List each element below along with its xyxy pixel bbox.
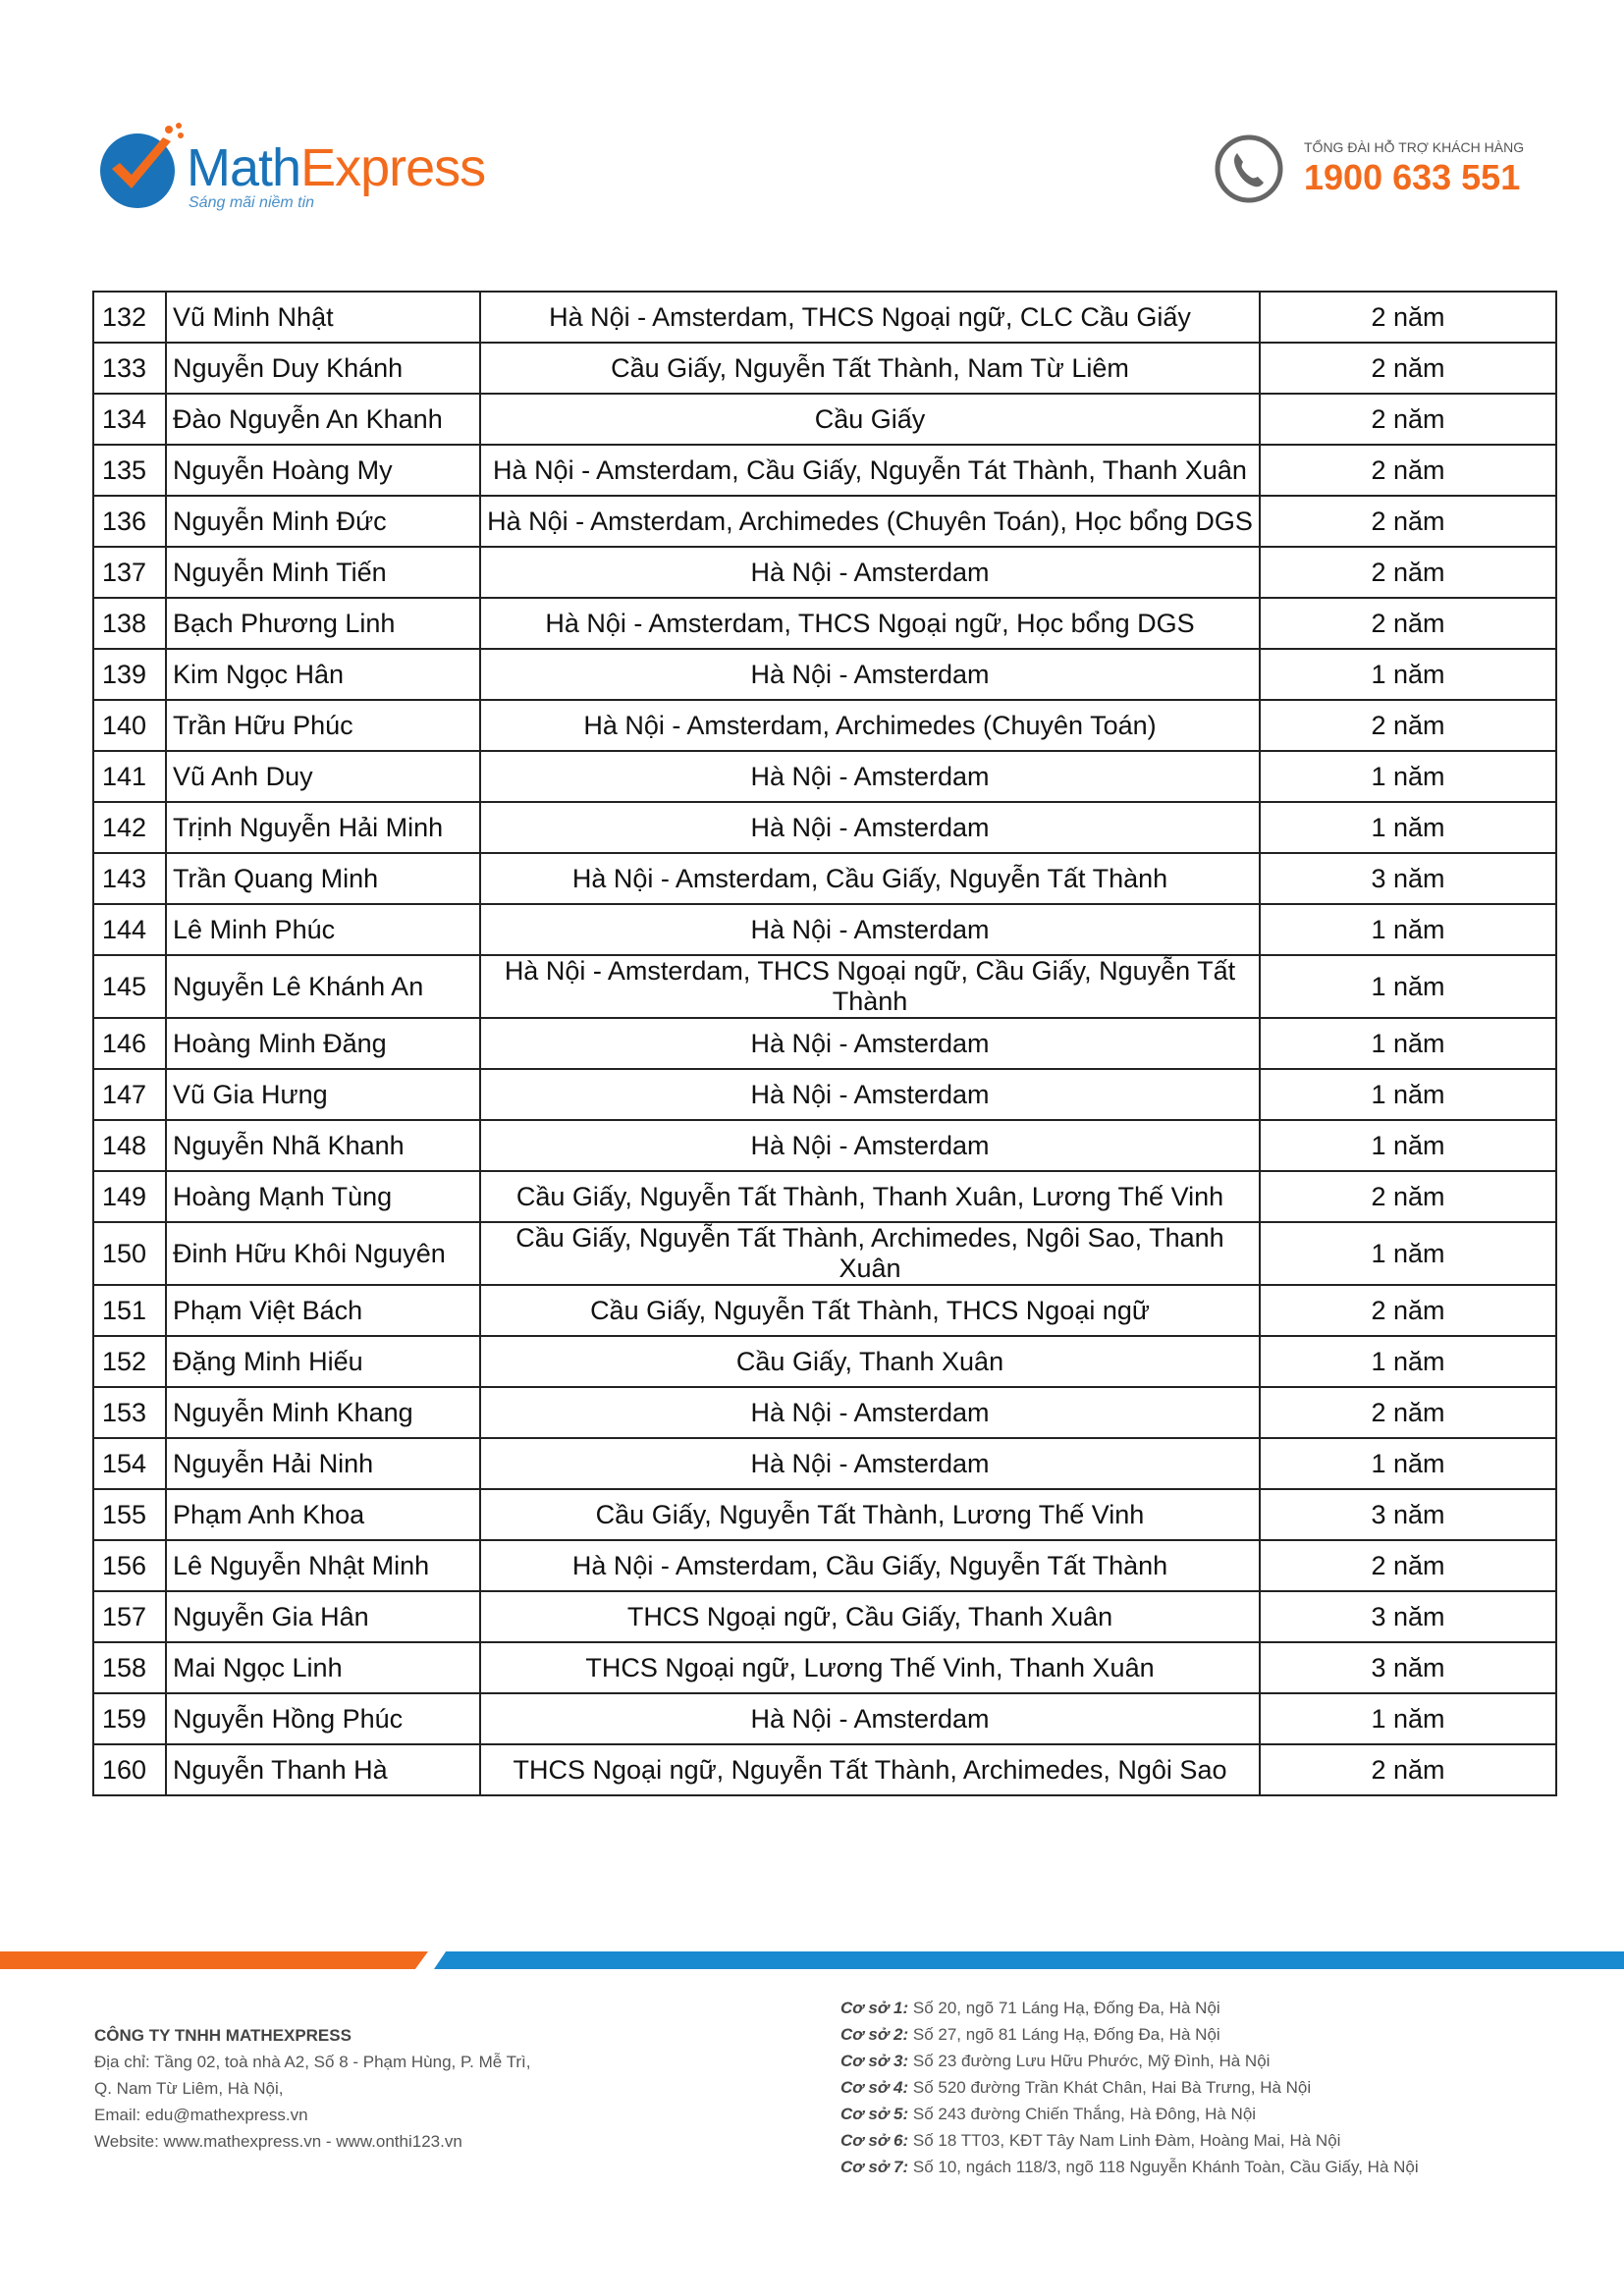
student-name: Nguyễn Hải Ninh — [166, 1438, 480, 1489]
school-list: Hà Nội - Amsterdam — [480, 1069, 1260, 1120]
branch-item — [840, 2154, 1616, 2180]
student-name: Trần Quang Minh — [166, 853, 480, 904]
row-number: 150 — [93, 1222, 166, 1285]
table-row — [93, 598, 1556, 649]
branch-item — [840, 2048, 1616, 2074]
logo-checkmark-icon — [94, 120, 189, 214]
table-row — [93, 292, 1556, 343]
table-row — [93, 751, 1556, 802]
table-row — [93, 394, 1556, 445]
row-number: 140 — [93, 700, 166, 751]
row-number: 134 — [93, 394, 166, 445]
student-name: Trần Hữu Phúc — [166, 700, 480, 751]
school-list: Cầu Giấy, Nguyễn Tất Thành, THCS Ngoại ngữ — [480, 1285, 1260, 1336]
row-number: 143 — [93, 853, 166, 904]
study-duration: 2 năm — [1260, 1285, 1556, 1336]
row-number: 146 — [93, 1018, 166, 1069]
student-name: Phạm Anh Khoa — [166, 1489, 480, 1540]
school-list: Hà Nội - Amsterdam — [480, 1120, 1260, 1171]
table-row — [93, 1336, 1556, 1387]
table-row — [93, 955, 1556, 1018]
table-row — [93, 445, 1556, 496]
study-duration: 3 năm — [1260, 1642, 1556, 1693]
study-duration: 2 năm — [1260, 598, 1556, 649]
branch-address: Số 520 đường Trần Khát Chân, Hai Bà Trưng, Hà Nội — [912, 2078, 1312, 2097]
student-name: Hoàng Minh Đăng — [166, 1018, 480, 1069]
study-duration: 1 năm — [1260, 802, 1556, 853]
study-duration: 1 năm — [1260, 904, 1556, 955]
table-row — [93, 1591, 1556, 1642]
branch-label: Cơ sở 5: — [840, 2105, 909, 2123]
study-duration: 2 năm — [1260, 292, 1556, 343]
table-row — [93, 1171, 1556, 1222]
branch-address: Số 20, ngõ 71 Láng Hạ, Đống Đa, Hà Nội — [912, 1999, 1220, 2017]
row-number: 148 — [93, 1120, 166, 1171]
table-row — [93, 802, 1556, 853]
company-address-line2: Q. Nam Từ Liêm, Hà Nội, — [94, 2079, 284, 2098]
school-list: Cầu Giấy — [480, 394, 1260, 445]
row-number: 144 — [93, 904, 166, 955]
school-list: Hà Nội - Amsterdam, Archimedes (Chuyên Toán), Học bổng DGS — [480, 496, 1260, 547]
student-name: Lê Minh Phúc — [166, 904, 480, 955]
student-name: Nguyễn Minh Đức — [166, 496, 480, 547]
row-number: 157 — [93, 1591, 166, 1642]
table-row — [93, 1222, 1556, 1285]
row-number: 132 — [93, 292, 166, 343]
school-list: Hà Nội - Amsterdam — [480, 1438, 1260, 1489]
row-number: 158 — [93, 1642, 166, 1693]
study-duration: 2 năm — [1260, 343, 1556, 394]
school-list: Hà Nội - Amsterdam, Cầu Giấy, Nguyễn Tất Thành — [480, 853, 1260, 904]
row-number: 135 — [93, 445, 166, 496]
study-duration: 3 năm — [1260, 1591, 1556, 1642]
student-name: Nguyễn Hoàng My — [166, 445, 480, 496]
row-number: 142 — [93, 802, 166, 853]
student-name: Đinh Hữu Khôi Nguyên — [166, 1222, 480, 1285]
school-list: Hà Nội - Amsterdam, THCS Ngoại ngữ, Cầu Giấy, Nguyễn Tất Thành — [480, 955, 1260, 1018]
study-duration: 1 năm — [1260, 1222, 1556, 1285]
table-row — [93, 1540, 1556, 1591]
school-list: Hà Nội - Amsterdam — [480, 547, 1260, 598]
branch-address: Số 243 đường Chiến Thắng, Hà Đông, Hà Nội — [912, 2105, 1257, 2123]
study-duration: 3 năm — [1260, 1489, 1556, 1540]
branch-label: Cơ sở 7: — [840, 2158, 909, 2176]
study-duration: 1 năm — [1260, 1438, 1556, 1489]
footer-blue-stripe — [434, 1951, 1624, 1969]
hotline-label: TỔNG ĐÀI HỖ TRỢ KHÁCH HÀNG — [1304, 139, 1525, 155]
study-duration: 1 năm — [1260, 1120, 1556, 1171]
mathexpress-logo — [94, 108, 507, 216]
table-body — [93, 292, 1556, 1795]
branch-label: Cơ sở 6: — [840, 2131, 909, 2150]
table-row — [93, 1285, 1556, 1336]
school-list: Hà Nội - Amsterdam — [480, 1387, 1260, 1438]
table-row — [93, 547, 1556, 598]
branch-address: Số 27, ngõ 81 Láng Hạ, Đống Đa, Hà Nội — [912, 2025, 1220, 2044]
table-row — [93, 1642, 1556, 1693]
branch-item — [840, 2021, 1616, 2048]
branch-address: Số 23 đường Lưu Hữu Phước, Mỹ Đình, Hà Nội — [912, 2052, 1271, 2070]
school-list: Cầu Giấy, Nguyễn Tất Thành, Lương Thế Vinh — [480, 1489, 1260, 1540]
company-address-line1: Địa chỉ: Tầng 02, toà nhà A2, Số 8 - Phạm Hùng, P. Mễ Trì, — [94, 2053, 531, 2071]
study-duration: 2 năm — [1260, 547, 1556, 598]
student-name: Nguyễn Minh Khang — [166, 1387, 480, 1438]
student-name: Kim Ngọc Hân — [166, 649, 480, 700]
row-number: 156 — [93, 1540, 166, 1591]
row-number: 137 — [93, 547, 166, 598]
branch-item — [840, 2074, 1616, 2101]
branch-label: Cơ sở 2: — [840, 2025, 909, 2044]
hotline-number: 1900 633 551 — [1304, 157, 1521, 197]
study-duration: 1 năm — [1260, 1069, 1556, 1120]
row-number: 155 — [93, 1489, 166, 1540]
row-number: 136 — [93, 496, 166, 547]
school-list: Hà Nội - Amsterdam, Cầu Giấy, Nguyễn Tất Thành — [480, 1540, 1260, 1591]
table-row — [93, 1069, 1556, 1120]
branch-list — [840, 1995, 1616, 2180]
student-name: Đặng Minh Hiếu — [166, 1336, 480, 1387]
company-name: CÔNG TY TNHH MATHEXPRESS — [94, 2026, 352, 2045]
study-duration: 1 năm — [1260, 1693, 1556, 1744]
row-number: 154 — [93, 1438, 166, 1489]
table-row — [93, 1018, 1556, 1069]
branch-item — [840, 2101, 1616, 2127]
logo-wordmark: MathExpress — [187, 138, 486, 197]
table-row — [93, 496, 1556, 547]
school-list: Hà Nội - Amsterdam — [480, 649, 1260, 700]
branch-label: Cơ sở 4: — [840, 2078, 909, 2097]
school-list: Hà Nội - Amsterdam, THCS Ngoại ngữ, Học bổng DGS — [480, 598, 1260, 649]
table-row — [93, 1489, 1556, 1540]
student-name: Nguyễn Lê Khánh An — [166, 955, 480, 1018]
table-row — [93, 1693, 1556, 1744]
student-name: Nguyễn Nhã Khanh — [166, 1120, 480, 1171]
row-number: 145 — [93, 955, 166, 1018]
study-duration: 3 năm — [1260, 853, 1556, 904]
row-number: 147 — [93, 1069, 166, 1120]
student-name: Vũ Anh Duy — [166, 751, 480, 802]
student-name: Phạm Việt Bách — [166, 1285, 480, 1336]
study-duration: 1 năm — [1260, 751, 1556, 802]
footer-orange-stripe — [0, 1951, 428, 1969]
row-number: 153 — [93, 1387, 166, 1438]
student-results-table — [92, 291, 1557, 1796]
school-list: Hà Nội - Amsterdam, THCS Ngoại ngữ, CLC Cầu Giấy — [480, 292, 1260, 343]
logo-tagline: Sáng mãi niềm tin — [189, 194, 315, 211]
study-duration: 2 năm — [1260, 1387, 1556, 1438]
student-name: Đào Nguyễn An Khanh — [166, 394, 480, 445]
table-row — [93, 853, 1556, 904]
row-number: 152 — [93, 1336, 166, 1387]
school-list: THCS Ngoại ngữ, Cầu Giấy, Thanh Xuân — [480, 1591, 1260, 1642]
row-number: 149 — [93, 1171, 166, 1222]
student-name: Nguyễn Minh Tiến — [166, 547, 480, 598]
student-name: Bạch Phương Linh — [166, 598, 480, 649]
study-duration: 1 năm — [1260, 955, 1556, 1018]
row-number: 151 — [93, 1285, 166, 1336]
branch-item — [840, 2127, 1616, 2154]
student-name: Mai Ngọc Linh — [166, 1642, 480, 1693]
table-row — [93, 700, 1556, 751]
row-number: 139 — [93, 649, 166, 700]
school-list: Hà Nội - Amsterdam — [480, 1693, 1260, 1744]
table-row — [93, 343, 1556, 394]
student-name: Trịnh Nguyễn Hải Minh — [166, 802, 480, 853]
table-row — [93, 1387, 1556, 1438]
school-list: Hà Nội - Amsterdam — [480, 904, 1260, 955]
school-list: THCS Ngoại ngữ, Nguyễn Tất Thành, Archimedes, Ngôi Sao — [480, 1744, 1260, 1795]
row-number: 160 — [93, 1744, 166, 1795]
table-row — [93, 1438, 1556, 1489]
school-list: Hà Nội - Amsterdam — [480, 1018, 1260, 1069]
hotline-block — [1214, 128, 1547, 206]
branch-item — [840, 1995, 1616, 2021]
school-list: Cầu Giấy, Nguyễn Tất Thành, Thanh Xuân, Lương Thế Vinh — [480, 1171, 1260, 1222]
study-duration: 2 năm — [1260, 445, 1556, 496]
study-duration: 1 năm — [1260, 1336, 1556, 1387]
table-row — [93, 1120, 1556, 1171]
school-list: Hà Nội - Amsterdam, Archimedes (Chuyên Toán) — [480, 700, 1260, 751]
student-name: Vũ Minh Nhật — [166, 292, 480, 343]
company-email: Email: edu@mathexpress.vn — [94, 2106, 308, 2124]
row-number: 133 — [93, 343, 166, 394]
student-name: Nguyễn Thanh Hà — [166, 1744, 480, 1795]
school-list: Hà Nội - Amsterdam, Cầu Giấy, Nguyễn Tát Thành, Thanh Xuân — [480, 445, 1260, 496]
student-name: Nguyễn Gia Hân — [166, 1591, 480, 1642]
branch-address: Số 10, ngách 118/3, ngõ 118 Nguyễn Khánh Toàn, Cầu Giấy, Hà Nội — [912, 2158, 1419, 2176]
row-number: 141 — [93, 751, 166, 802]
study-duration: 2 năm — [1260, 1540, 1556, 1591]
table-row — [93, 649, 1556, 700]
student-name: Hoàng Mạnh Tùng — [166, 1171, 480, 1222]
study-duration: 2 năm — [1260, 394, 1556, 445]
branch-label: Cơ sở 3: — [840, 2052, 909, 2070]
student-name: Nguyễn Hồng Phúc — [166, 1693, 480, 1744]
study-duration: 1 năm — [1260, 1018, 1556, 1069]
student-name: Vũ Gia Hưng — [166, 1069, 480, 1120]
company-info — [94, 2022, 782, 2155]
phone-icon — [1214, 133, 1284, 204]
branch-label: Cơ sở 1: — [840, 1999, 909, 2017]
study-duration: 2 năm — [1260, 700, 1556, 751]
school-list: Cầu Giấy, Nguyễn Tất Thành, Archimedes, Ngôi Sao, Thanh Xuân — [480, 1222, 1260, 1285]
school-list: Hà Nội - Amsterdam — [480, 751, 1260, 802]
row-number: 138 — [93, 598, 166, 649]
study-duration: 2 năm — [1260, 1171, 1556, 1222]
school-list: THCS Ngoại ngữ, Lương Thế Vinh, Thanh Xuân — [480, 1642, 1260, 1693]
study-duration: 2 năm — [1260, 1744, 1556, 1795]
row-number: 159 — [93, 1693, 166, 1744]
study-duration: 2 năm — [1260, 496, 1556, 547]
student-name: Lê Nguyễn Nhật Minh — [166, 1540, 480, 1591]
table-row — [93, 1744, 1556, 1795]
table-row — [93, 904, 1556, 955]
branch-address: Số 18 TT03, KĐT Tây Nam Linh Đàm, Hoàng Mai, Hà Nội — [912, 2131, 1341, 2150]
company-website: Website: www.mathexpress.vn - www.onthi123.vn — [94, 2132, 462, 2151]
study-duration: 1 năm — [1260, 649, 1556, 700]
school-list: Cầu Giấy, Thanh Xuân — [480, 1336, 1260, 1387]
school-list: Hà Nội - Amsterdam — [480, 802, 1260, 853]
student-name: Nguyễn Duy Khánh — [166, 343, 480, 394]
school-list: Cầu Giấy, Nguyễn Tất Thành, Nam Từ Liêm — [480, 343, 1260, 394]
